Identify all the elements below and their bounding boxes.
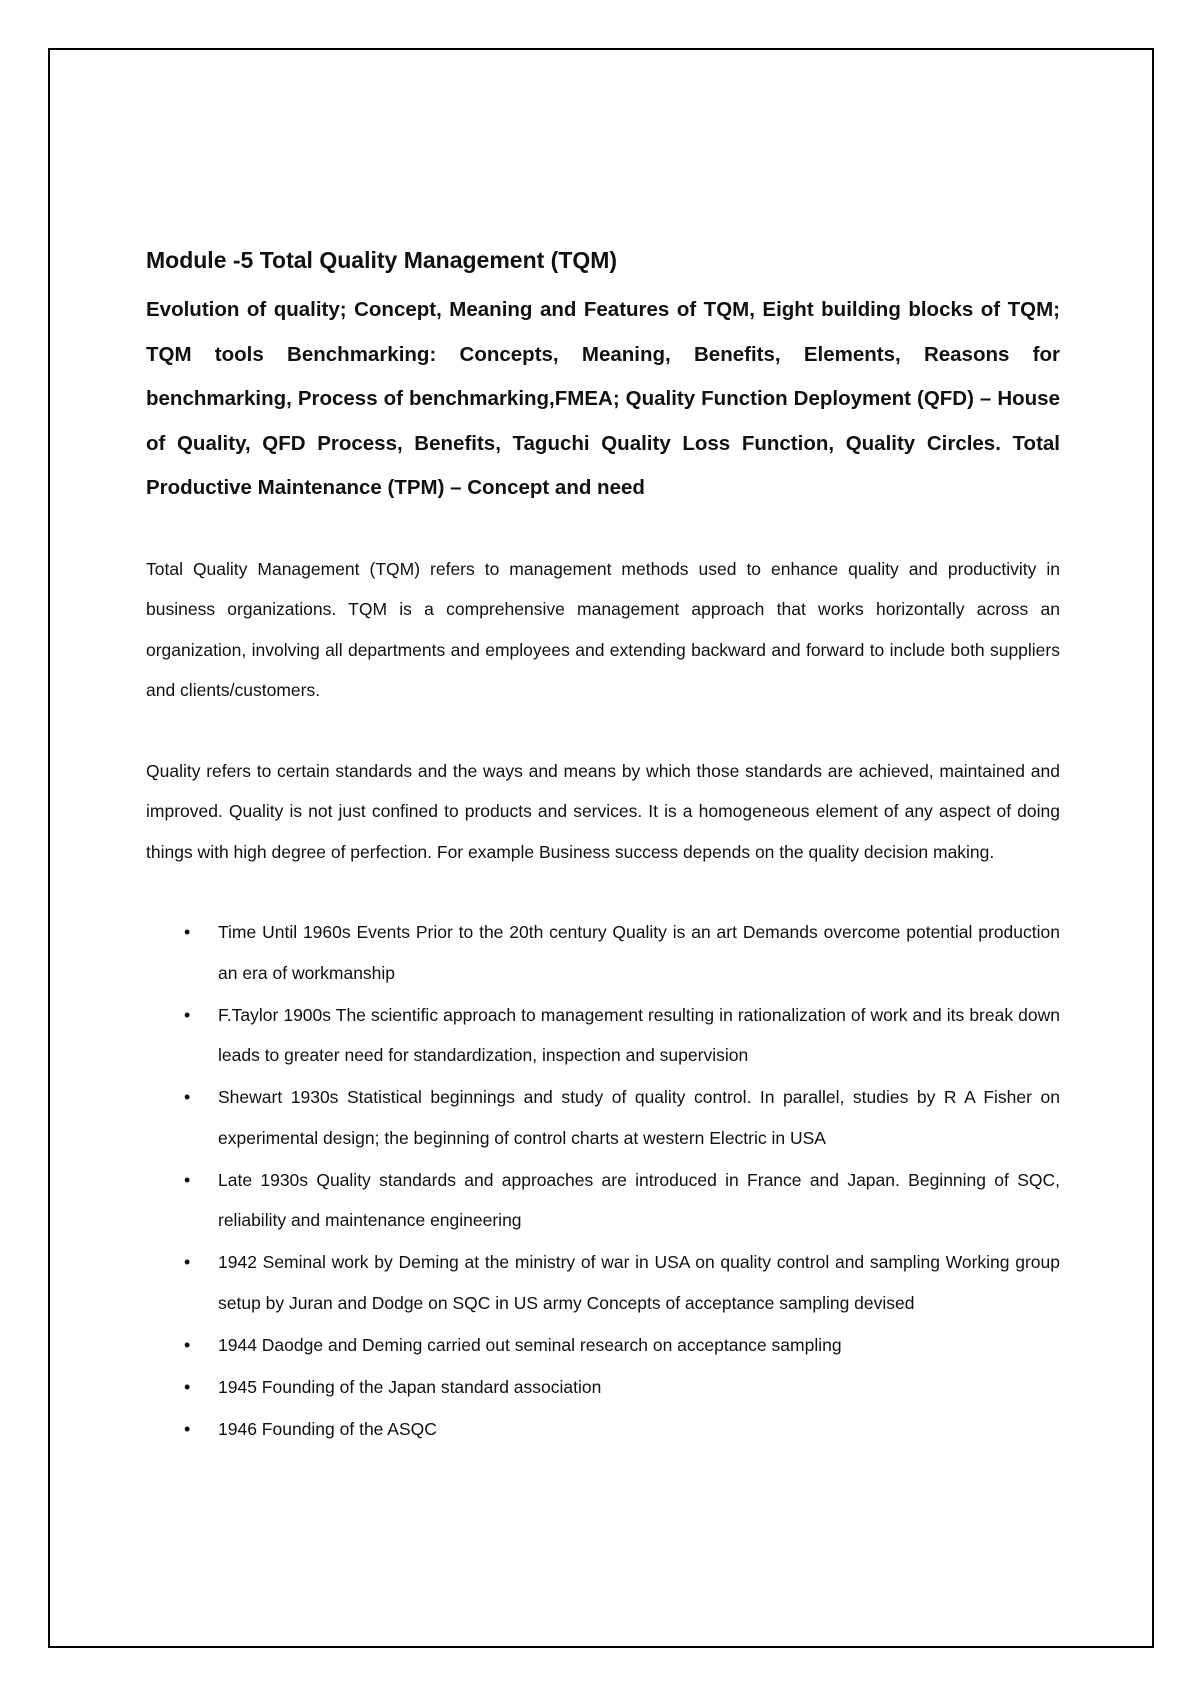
list-item: [146, 1367, 1060, 1408]
bullet-icon: •: [184, 922, 191, 942]
bullet-icon: •: [184, 1004, 191, 1025]
list-item-text: 1944 Daodge and Deming carried out seminal research on acceptance sampling: [218, 1334, 842, 1355]
syllabus-topics: Evolution of quality; Concept, Meaning and Features of TQM, Eight building blocks of TQM; TQM tools Benchmarking: Concepts, Meaning, Benefits, Elements, Reasons for benchmarking, Process of benchmarking,FMEA; Quality Function Deployment (QFD) – House of Quality, QFD Process, Benefits, Taguchi Quality Loss Function, Quality Circles. Total Productive Maintenance (TPM) – Concept and need: [146, 298, 1060, 499]
list-item-text: 1946 Founding of the ASQC: [218, 1418, 437, 1439]
list-item: [146, 1242, 1060, 1323]
bullet-icon: •: [184, 1334, 191, 1355]
list-item-text: Shewart 1930s Statistical beginnings and study of quality control. In parallel, studies by R A Fisher on experimental design; the beginning of control charts at western Electric in USA: [218, 1087, 1060, 1148]
list-item: [146, 912, 1060, 993]
document-body: [146, 244, 1060, 1451]
list-item: [146, 1160, 1060, 1241]
list-item-text: Time Until 1960s Events Prior to the 20th century Quality is an art Demands overcome potential production an era of workmanship: [218, 922, 1060, 983]
tqm-definition-paragraph: Total Quality Management (TQM) refers to management methods used to enhance quality and productivity in business organizations. TQM is a comprehensive management approach that works horizontally across an organization, involving all departments and employees and extending backward and forward to include both suppliers and clients/customers.: [146, 558, 1060, 700]
quality-definition-paragraph: Quality refers to certain standards and the ways and means by which those standards are achieved, maintained and improved. Quality is not just confined to products and services. It is a homogeneous element of any aspect of doing things with high degree of perfection. For example Business success depends on the quality decision making.: [146, 760, 1060, 862]
list-item: [146, 1409, 1060, 1450]
quality-evolution-list: [146, 912, 1060, 1449]
bullet-icon: •: [184, 1087, 191, 1107]
list-item-text: 1945 Founding of the Japan standard association: [218, 1376, 602, 1397]
list-item-text: 1942 Seminal work by Deming at the ministry of war in USA on quality control and sampling Working group setup by Juran and Dodge on SQC in US army Concepts of acceptance sampling devised: [218, 1252, 1060, 1313]
list-item: [146, 995, 1060, 1076]
bullet-icon: •: [184, 1376, 191, 1397]
module-title: Module -5 Total Quality Management (TQM): [146, 247, 618, 273]
list-item-text: F.Taylor 1900s The scientific approach to management resulting in rationalization of work and its break down leads to greater need for standardization, inspection and supervision: [218, 1004, 1060, 1065]
list-item: [146, 1077, 1060, 1158]
bullet-icon: •: [184, 1169, 191, 1190]
bullet-icon: •: [184, 1252, 191, 1272]
bullet-icon: •: [184, 1418, 191, 1439]
list-item: [146, 1325, 1060, 1366]
list-item-text: Late 1930s Quality standards and approaches are introduced in France and Japan. Beginning of SQC, reliability and maintenance engineering: [218, 1169, 1060, 1230]
